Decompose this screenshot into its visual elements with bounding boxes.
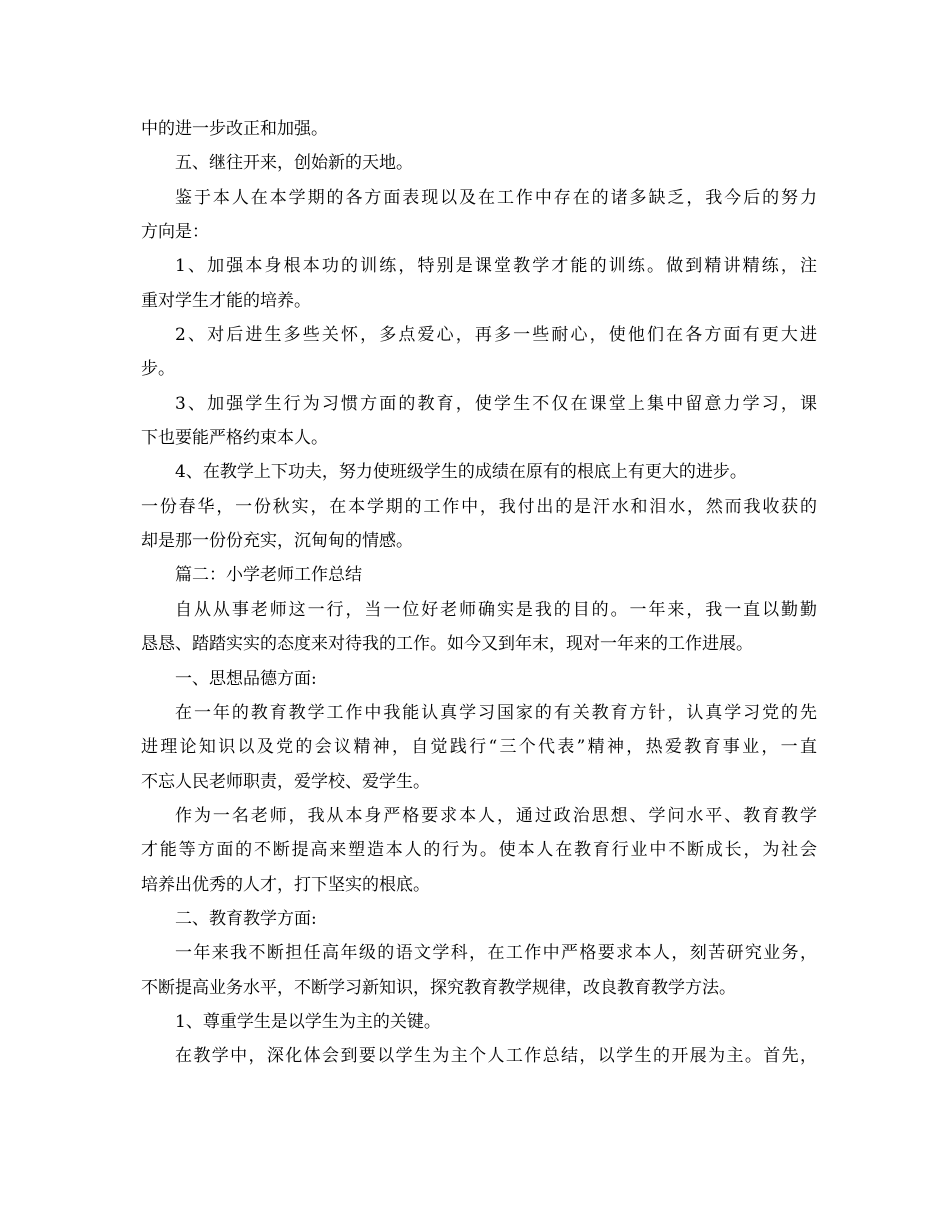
text-line: 作为一名老师，我从本身严格要求本人，通过政治思想、学问水平、教育教学 [175,805,817,826]
section-heading: 二、教育教学方面: [175,908,317,929]
text-line: 恳恳、踏踏实实的态度来对待我的工作。如今又到年末，现对一年来的工作进展。 [141,634,753,655]
text-line: 重对学生才能的培养。 [141,290,311,311]
section-heading: 一、思想品德方面: [175,668,317,689]
text-line: 自从从事老师这一行，当一位好老师确实是我的目的。一年来，我一直以勤勤 [175,599,817,620]
text-line: 1、加强本身根本功的训练，特别是课堂教学才能的训练。做到精讲精练，注 [175,256,817,277]
section-heading: 篇二：小学老师工作总结 [175,565,362,586]
text-line: 1、尊重学生是以学生为主的关键。 [175,1011,441,1032]
text-line: 却是那一份份充实，沉甸甸的情感。 [141,531,413,552]
text-line: 鉴于本人在本学期的各方面表现以及在工作中存在的诸多缺乏，我今后的努力 [175,187,817,208]
text-line: 在教学中，深化体会到要以学生为主个人工作总结，以学生的开展为主。首先， [175,1046,817,1067]
text-line: 不断提高业务水平，不断学习新知识，探究教育教学规律，改良教育教学方法。 [141,977,736,998]
text-line: 2、对后进生多些关怀，多点爱心，再多一些耐心，使他们在各方面有更大进 [175,325,817,346]
text-line: 4、在教学上下功夫，努力使班级学生的成绩在原有的根底上有更大的进步。 [175,462,747,483]
text-line: 一份春华，一份秋实，在本学期的工作中，我付出的是汗水和泪水，然而我收获的 [141,496,817,517]
text-line: 在一年的教育教学工作中我能认真学习国家的有关教育方针，认真学习党的先 [175,702,817,723]
text-line: 五、继往开来，创始新的天地。 [175,153,413,174]
text-line: 培养出优秀的人才，打下坚实的根底。 [141,874,430,895]
text-line: 才能等方面的不断提高来塑造本人的行为。使本人在教育行业中不断成长，为社会 [141,840,817,861]
text-line: 进理论知识以及党的会议精神，自觉践行“三个代表”精神，热爱教育事业，一直 [141,737,817,758]
text-line: 中的进一步改正和加强。 [141,119,328,139]
text-line: 步。 [141,359,175,380]
text-line: 3、加强学生行为习惯方面的教育，使学生不仅在课堂上集中留意力学习，课 [175,393,817,414]
text-line: 下也要能严格约束本人。 [141,428,328,449]
text-line: 方向是： [141,222,209,243]
text-line: 一年来我不断担任高年级的语文学科，在工作中严格要求本人，刻苦研究业务， [175,943,817,964]
text-line: 不忘人民老师职责，爱学校、爱学生。 [141,771,430,792]
document-page [141,112,817,1074]
